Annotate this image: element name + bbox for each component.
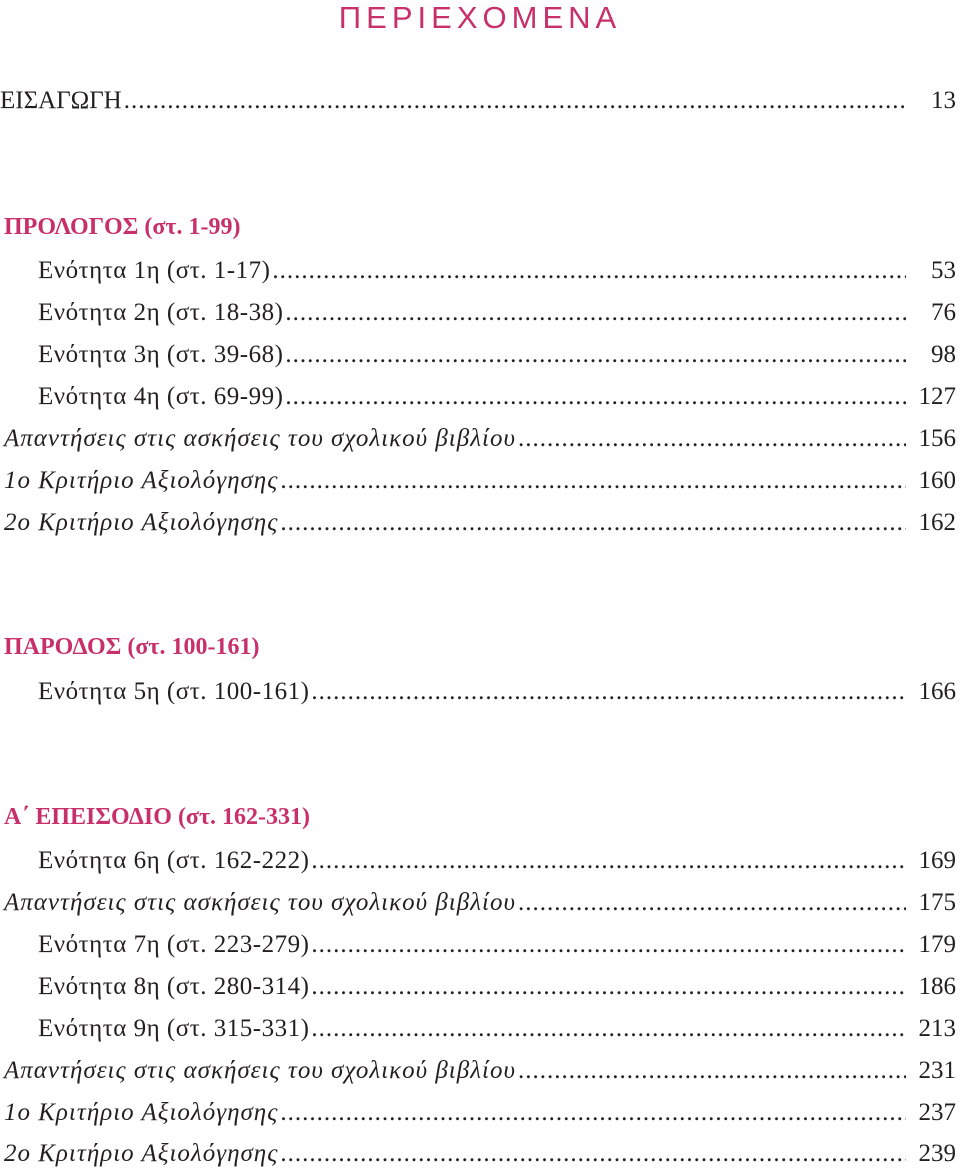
toc-entry-label: Ενότητα 8η (στ. 280-314) <box>38 973 310 1000</box>
toc-entry-page: 127 <box>918 383 956 410</box>
toc-entry-page: 53 <box>931 257 956 284</box>
toc-entry-page: 175 <box>918 889 956 916</box>
toc-entry-page: 13 <box>931 87 956 114</box>
toc-entry-page: 213 <box>918 1015 956 1042</box>
dot-leader <box>124 84 906 118</box>
toc-entry[interactable] <box>0 464 956 498</box>
dot-leader <box>518 1054 906 1088</box>
toc-entry-page: 166 <box>918 678 956 705</box>
dot-leader <box>285 380 906 414</box>
toc-entry-label: Ενότητα 3η (στ. 39-68) <box>38 341 284 368</box>
toc-entry-label: Ενότητα 1η (στ. 1-17) <box>38 257 271 284</box>
toc-entry[interactable] <box>0 1054 956 1088</box>
toc-entry[interactable] <box>0 254 956 288</box>
toc-entry-page: 231 <box>918 1057 956 1084</box>
toc-entry[interactable] <box>0 296 956 330</box>
dot-leader <box>311 675 906 709</box>
dot-leader <box>518 422 906 456</box>
toc-entry-page: 237 <box>918 1099 956 1126</box>
toc-entry-label: Απαντήσεις στις ασκήσεις του σχολικού βιβλίου <box>4 1057 516 1084</box>
toc-entry[interactable] <box>0 1137 956 1171</box>
section-heading-prologos: ΠΡΟΛΟΓΟΣ (στ. 1-99) <box>4 214 241 240</box>
dot-leader <box>311 1012 906 1046</box>
toc-entry-label: 1ο Κριτήριο Αξιολόγησης <box>4 1099 279 1126</box>
toc-entry-page: 160 <box>918 467 956 494</box>
toc-entry[interactable] <box>0 970 956 1004</box>
toc-entry[interactable] <box>0 506 956 540</box>
toc-entry-label: Ενότητα 5η (στ. 100-161) <box>38 678 310 705</box>
toc-entry[interactable] <box>0 928 956 962</box>
section-heading-epeisodio: Α΄ ΕΠΕΙΣΟΔΙΟ (στ. 162-331) <box>4 804 311 830</box>
dot-leader <box>280 464 906 498</box>
toc-entry-page: 186 <box>918 973 956 1000</box>
toc-entry-page: 239 <box>918 1140 956 1167</box>
toc-entry[interactable] <box>0 886 956 920</box>
dot-leader <box>280 1137 906 1171</box>
toc-entry[interactable] <box>0 675 956 709</box>
toc-entry[interactable] <box>0 844 956 878</box>
toc-entry-page: 169 <box>918 847 956 874</box>
toc-entry-page: 98 <box>931 341 956 368</box>
toc-entry-page: 179 <box>918 931 956 958</box>
toc-entry-label: Ενότητα 4η (στ. 69-99) <box>38 383 284 410</box>
toc-entry-label: 2ο Κριτήριο Αξιολόγησης <box>4 509 279 536</box>
toc-entry[interactable] <box>0 1012 956 1046</box>
dot-leader <box>272 254 906 288</box>
section-heading-parodos: ΠΑΡΟΔΟΣ (στ. 100-161) <box>4 634 260 660</box>
toc-entry-label: ΕΙΣΑΓΩΓΗ <box>0 87 122 114</box>
dot-leader <box>311 844 906 878</box>
toc-entry-introduction[interactable] <box>0 84 956 118</box>
toc-entry-label: Ενότητα 2η (στ. 18-38) <box>38 299 284 326</box>
dot-leader <box>311 928 906 962</box>
toc-entry[interactable] <box>0 1096 956 1130</box>
toc-entry-label: Απαντήσεις στις ασκήσεις του σχολικού βιβλίου <box>4 889 516 916</box>
toc-entry-label: Ενότητα 7η (στ. 223-279) <box>38 931 310 958</box>
dot-leader <box>518 886 906 920</box>
toc-entry-page: 156 <box>918 425 956 452</box>
dot-leader <box>285 338 906 372</box>
toc-entry[interactable] <box>0 422 956 456</box>
toc-entry-label: 2ο Κριτήριο Αξιολόγησης <box>4 1140 279 1167</box>
toc-entry[interactable] <box>0 380 956 414</box>
dot-leader <box>280 1096 906 1130</box>
toc-entry-page: 76 <box>931 299 956 326</box>
toc-entry-page: 162 <box>918 509 956 536</box>
toc-entry[interactable] <box>0 338 956 372</box>
dot-leader <box>280 506 906 540</box>
dot-leader <box>285 296 906 330</box>
toc-entry-label: 1ο Κριτήριο Αξιολόγησης <box>4 467 279 494</box>
toc-entry-label: Ενότητα 9η (στ. 315-331) <box>38 1015 310 1042</box>
dot-leader <box>311 970 906 1004</box>
page-title: ΠΕΡΙΕΧΟΜΕΝΑ <box>338 0 622 35</box>
toc-entry-label: Απαντήσεις στις ασκήσεις του σχολικού βιβλίου <box>4 425 516 452</box>
toc-entry-label: Ενότητα 6η (στ. 162-222) <box>38 847 310 874</box>
